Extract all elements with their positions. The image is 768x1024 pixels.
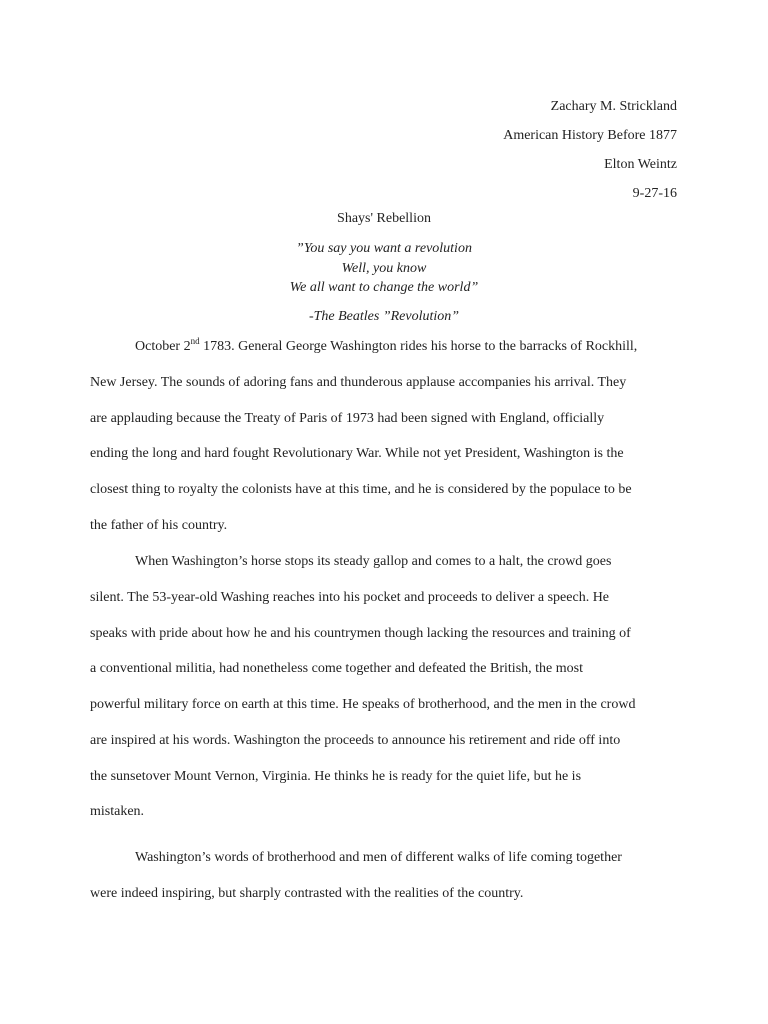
paragraph-line: silent. The 53-year-old Washing reaches into his pocket and proceeds to deliver a speech. He bbox=[90, 589, 610, 605]
paragraph-line: a conventional militia, had nonetheless come together and defeated the British, the most bbox=[90, 661, 583, 677]
paragraph-line: speaks with pride about how he and his countrymen though lacking the resources and training of bbox=[90, 625, 631, 641]
paragraph-line: When Washington’s horse stops its steady gallop and comes to a halt, the crowd goes bbox=[135, 554, 612, 569]
paragraph-line: closest thing to royalty the colonists have at this time, and he is considered by the populace to be bbox=[90, 482, 632, 497]
paragraph-line-text: 1783. General George Washington rides his horse to the barracks of Rockhill, bbox=[199, 339, 638, 354]
epigraph-line: We all want to change the world” bbox=[289, 280, 479, 295]
epigraph-line: Well, you know bbox=[341, 260, 427, 276]
paragraph-line: the father of his country. bbox=[90, 517, 228, 533]
header-block bbox=[503, 92, 677, 208]
paragraph-1 bbox=[90, 329, 690, 544]
paragraph-line: ending the long and hard fought Revolutionary War. While not yet President, Washington is the bbox=[90, 446, 624, 462]
date-ordinal-suffix: nd bbox=[190, 336, 200, 346]
epigraph-line: ”You say you want a revolution bbox=[296, 241, 472, 256]
course-name: American History Before 1877 bbox=[503, 128, 677, 143]
paragraph-line: are inspired at his words. Washington the proceeds to announce his retirement and ride off into bbox=[90, 732, 621, 748]
paragraph-line: powerful military force on earth at this time. He speaks of brotherhood, and the men in the crowd bbox=[90, 697, 636, 712]
paragraph-line bbox=[90, 329, 690, 365]
document-title: Shays' Rebellion bbox=[337, 211, 431, 226]
author-name: Zachary M. Strickland bbox=[550, 99, 677, 114]
paragraph-line: were indeed inspiring, but sharply contrasted with the realities of the country. bbox=[90, 885, 524, 901]
epigraph bbox=[0, 239, 768, 298]
paragraph-line: Washington’s words of brotherhood and men of different walks of life coming together bbox=[135, 850, 622, 865]
paragraph-3 bbox=[90, 840, 690, 912]
paragraph-line: New Jersey. The sounds of adoring fans and thunderous applause accompanies his arrival. They bbox=[90, 374, 627, 390]
paragraph-line: mistaken. bbox=[90, 804, 145, 820]
date-text: October 2 bbox=[135, 339, 191, 354]
paragraph-line: are applauding because the Treaty of Paris of 1973 had been signed with England, officially bbox=[90, 410, 605, 426]
document-date: 9-27-16 bbox=[632, 186, 677, 201]
paragraph-2 bbox=[90, 544, 690, 830]
instructor-name: Elton Weintz bbox=[604, 157, 677, 172]
epigraph-credit: -The Beatles ”Revolution” bbox=[308, 309, 460, 324]
paragraph-line: the sunsetover Mount Vernon, Virginia. He thinks he is ready for the quiet life, but he is bbox=[90, 768, 582, 784]
